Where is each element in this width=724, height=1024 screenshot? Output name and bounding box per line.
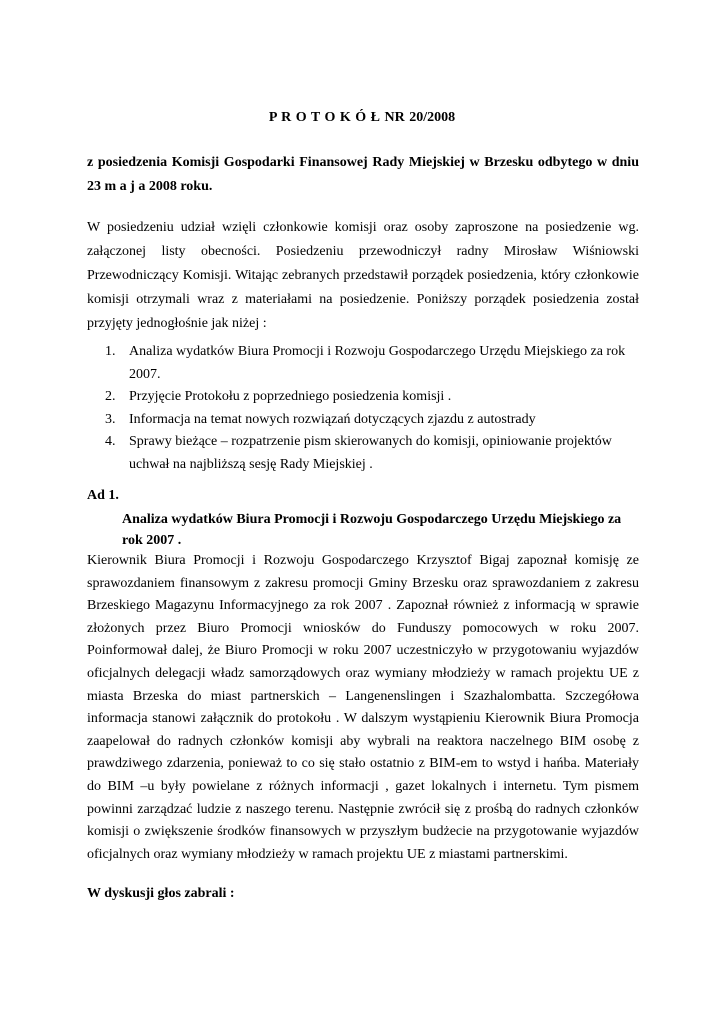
section-label: Ad 1. [87,488,119,503]
agenda-item [87,386,639,409]
agenda-item-text: Informacja na temat nowych rozwiązań dotyczących zjazdu z autostrady [129,411,536,427]
document-subtitle: z posiedzenia Komisji Gospodarki Finansowej Rady Miejskiej w Brzesku odbytego w dniu 23 m a j a 2008 roku. [87,155,639,194]
discussion-heading: W dyskusji głos zabrali : [87,886,235,901]
agenda-list [87,341,639,476]
agenda-item-number: 3. [105,411,116,427]
section-body-paragraph: Kierownik Biura Promocji i Rozwoju Gospodarczego Krzysztof Bigaj zapoznał komisję ze sprawozdaniem finansowym z zakresu promocji Gminy Brzesku oraz sprawozdaniem z zakresu Brzeskiego Magazynu Informacyjnego za rok 2007 . Zapoznał również z informacją w sprawie złożonych przez Biuro Promocji wniosków do Funduszy pomocowych w roku 2007. Poinformował dalej, że Biuro Promocji w roku 2007 uczestniczyło w przygotowaniu wyjazdów oficjalnych delegacji władz samorządowych oraz wymiany młodzieży w ramach projektu UE z miasta Brzeska do miast partnerskich – Langenenslingen i Szazhalombatta. Szczegółowa informacja stanowi załącznik do protokołu . W dalszym wystąpieniu Kierownik Biura Promocja zaapelował do radnych członków komisji aby wybrali na reaktora naczelnego BIM osobę z prawdziwego zdarzenia, ponieważ to co się stało ostatnio z BIM-em to wstyd i hańba. Materiały do BIM –u były powielane z różnych informacji , gazet lokalnych i internetu. Tym pismem powinni zarządzać ludzie z naszego terenu. Następnie zwrócił się z prośbą do radnych członków komisji o zwiększenie środków finansowych w przyszłym budżecie na przygotowanie wyjazdów oficjalnych oraz wymiany młodzieży w ramach projektu UE z miastami partnerskimi. [87,553,639,862]
agenda-item-number: 4. [105,434,116,449]
document-title: P R O T O K Ó Ł NR 20/2008 [268,110,456,125]
agenda-item-number: 2. [105,389,116,404]
agenda-item [87,409,639,432]
agenda-item-text: Przyjęcie Protokołu z poprzedniego posiedzenia komisji . [129,389,452,404]
agenda-item-text: Analiza wydatków Biura Promocji i Rozwoju Gospodarczego Urzędu Miejskiego za rok 2007. [129,344,626,382]
agenda-item [87,341,639,386]
agenda-item-text: Sprawy bieżące – rozpatrzenie pism skierowanych do komisji, opiniowanie projektów uchwał na najbliższą sesję Rady Miejskiej . [129,434,612,472]
section-title: Analiza wydatków Biura Promocji i Rozwoju Gospodarczego Urzędu Miejskiego za rok 2007 . [122,512,622,548]
agenda-item-number: 1. [105,344,116,359]
intro-paragraph: W posiedzeniu udział wzięli członkowie komisji oraz osoby zaproszone na posiedzenie wg. załączonej listy obecności. Posiedzeniu przewodniczył radny Mirosław Wiśniowski Przewodniczący Komisji. Witając zebranych przedstawił porządek posiedzenia, który członkowie komisji otrzymali wraz z materiałami na posiedzenie. Poniższy porządek posiedzenia został przyjęty jednogłośnie jak niżej : [87,220,639,331]
agenda-item [87,431,639,476]
